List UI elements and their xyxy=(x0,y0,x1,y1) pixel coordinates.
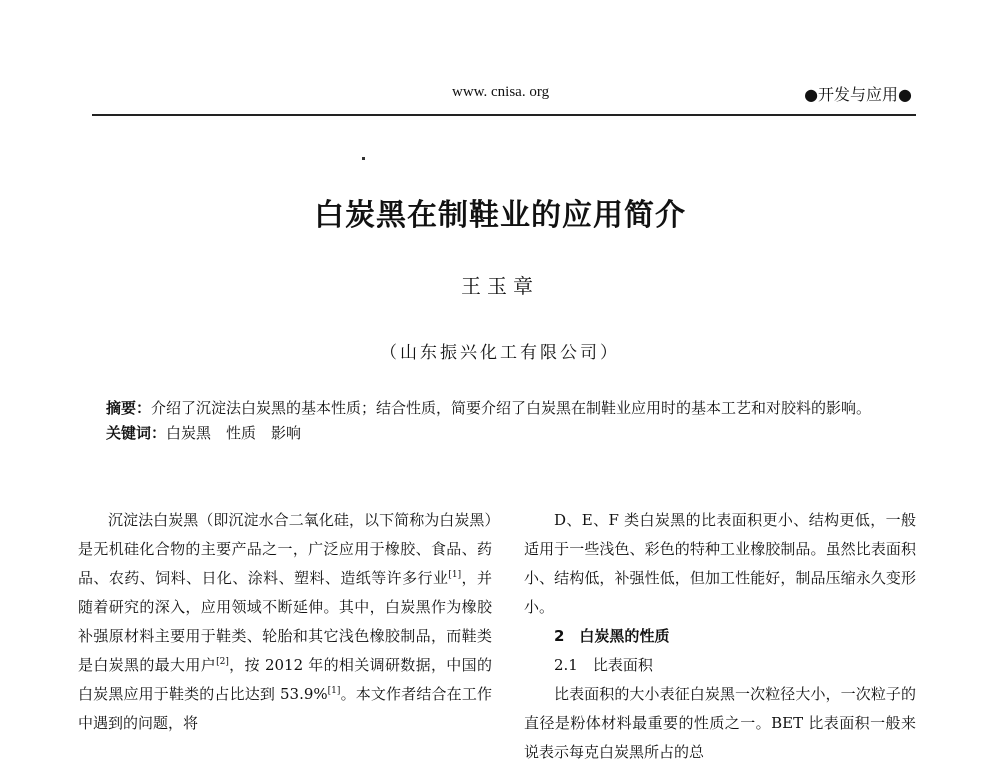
abstract-label: 摘要： xyxy=(106,399,152,417)
intro-text-2: ，并随着研究的深入，应用领域不断延伸。其中，白炭黑作为橡胶补强原材料主要用于鞋类、轮胎和其它浅色橡胶制品，而鞋类是白炭黑的最大用户 xyxy=(78,569,492,674)
surface-area-paragraph: 比表面积的大小表征白炭黑一次粒径大小，一次粒子的直径是粉体材料最重要的性质之一。BET 比表面积一般来说表示每克白炭黑所占的总 xyxy=(524,685,916,761)
journal-url[interactable]: www. cnisa. org xyxy=(452,84,550,100)
keywords xyxy=(78,421,914,446)
left-column xyxy=(78,506,492,738)
intro-paragraph xyxy=(78,506,492,738)
abstract-text: 介绍了沉淀法白炭黑的基本性质；结合性质，简要介绍了白炭黑在制鞋业应用时的基本工艺和对胶料的影响。 xyxy=(151,399,872,417)
section-label: ●开发与应用● xyxy=(804,85,912,104)
scan-speck xyxy=(362,157,365,160)
citation-1: [1] xyxy=(448,570,462,580)
keywords-label: 关键词： xyxy=(106,424,167,442)
grade-def-paragraph: D、E、F 类白炭黑的比表面积更小、结构更低，一般适用于一些浅色、彩色的特种工业橡胶制品。虽然比表面积小、结构低，补强性低，但加工性能好，制品压缩永久变形小。 xyxy=(524,511,916,616)
keywords-text: 白炭黑 性质 影响 xyxy=(166,424,302,442)
page-header xyxy=(92,80,916,116)
article-author: 王玉章 xyxy=(461,274,539,298)
intro-text-3: ，按 2012 年的相关调研数据，中国的白炭黑应用于鞋类的占比达到 53.9% xyxy=(78,656,492,703)
abstract-block xyxy=(78,396,914,446)
abstract xyxy=(78,396,914,421)
section-2-1-heading: 2.1 比表面积 xyxy=(554,656,653,674)
citation-3: [1] xyxy=(327,686,341,696)
article-title: 白炭黑在制鞋业的应用简介 xyxy=(314,198,686,233)
intro-text-4: 。本文作者结合在工作中遇到的问题，将 xyxy=(78,685,492,732)
right-column xyxy=(524,506,916,767)
author-affiliation: （山东振兴化工有限公司） xyxy=(380,343,620,363)
section-2-heading: 2 白炭黑的性质 xyxy=(554,627,670,645)
intro-text-1: 沉淀法白炭黑（即沉淀水合二氧化硅，以下简称为白炭黑）是无机硅化合物的主要产品之一，广泛应用于橡胶、食品、药品、农药、饲料、日化、涂料、塑料、造纸等许多行业 xyxy=(78,511,492,587)
citation-2: [2] xyxy=(216,657,229,667)
